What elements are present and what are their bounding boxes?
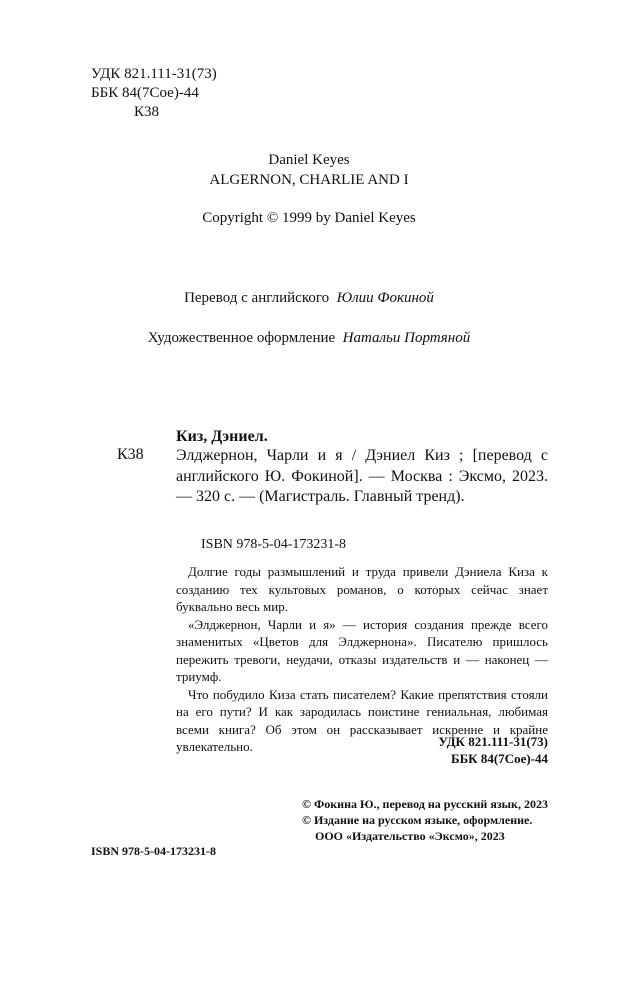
copyright-line: Copyright © 1999 by Daniel Keyes bbox=[202, 210, 416, 226]
footer-isbn: ISBN 978-5-04-173231-8 bbox=[91, 844, 216, 858]
classification-codes bbox=[300, 733, 548, 767]
rights-block bbox=[302, 796, 562, 844]
original-title-block bbox=[0, 150, 618, 190]
original-title: ALGERNON, CHARLIE AND I bbox=[209, 172, 409, 188]
design-credit bbox=[0, 330, 618, 347]
catalog-author-sign: К38 bbox=[117, 446, 144, 463]
translation-credit bbox=[0, 290, 618, 307]
annotation-paragraph: Долгие годы размышлений и труда привели Дэниела Киза к созданию тех культовых романов, о которых сейчас знает буквально весь мир. bbox=[176, 564, 548, 614]
annotation bbox=[176, 563, 548, 756]
classification-block bbox=[91, 65, 217, 122]
catalog-author-heading: Киз, Дэниел. bbox=[176, 428, 268, 445]
annotation-paragraph: «Элджернон, Чарли и я» — история создания прежде всего знаменитых «Цветов для Элджернона». Писателю пришлось пережить тревоги, неудачи, отказы издательств и — наконец — триумф. bbox=[176, 616, 548, 684]
bbk-code-bottom: ББК 84(7Сое)-44 bbox=[450, 751, 548, 766]
author-sign: К38 bbox=[134, 104, 160, 120]
translation-label: Перевод с английского bbox=[184, 290, 330, 306]
edition-copyright: © Издание на русском языке, оформление. ООО «Издательство «Эксмо», 2023 bbox=[302, 813, 533, 843]
catalog-description: Элджернон, Чарли и я / Дэниел Киз ; [перевод с английского Ю. Фокиной]. — Москва : Эксмо, 2023. — 320 с. — (Магистраль. Главный тренд). bbox=[176, 447, 548, 505]
annotation-paragraph: Что побудило Киза стать писателем? Какие препятствия стояли на его пути? И как зародилась поистине гениальная, любимая всеми книга? Об этом он рассказывает искренне и крайне увлекательно. bbox=[176, 686, 548, 754]
original-author: Daniel Keyes bbox=[268, 152, 350, 168]
translation-copyright: © Фокина Ю., перевод на русский язык, 2023 bbox=[302, 797, 548, 811]
bbk-code: ББК 84(7Сое)-44 bbox=[91, 85, 199, 101]
translator-name: Юлии Фокиной bbox=[336, 290, 434, 306]
catalog-isbn: ISBN 978-5-04-173231-8 bbox=[201, 537, 347, 552]
udk-code: УДК 821.111-31(73) bbox=[91, 66, 217, 82]
udk-code-bottom: УДК 821.111-31(73) bbox=[438, 734, 548, 749]
designer-name: Натальи Портяной bbox=[342, 330, 471, 346]
design-label: Художественное оформление bbox=[147, 330, 336, 346]
